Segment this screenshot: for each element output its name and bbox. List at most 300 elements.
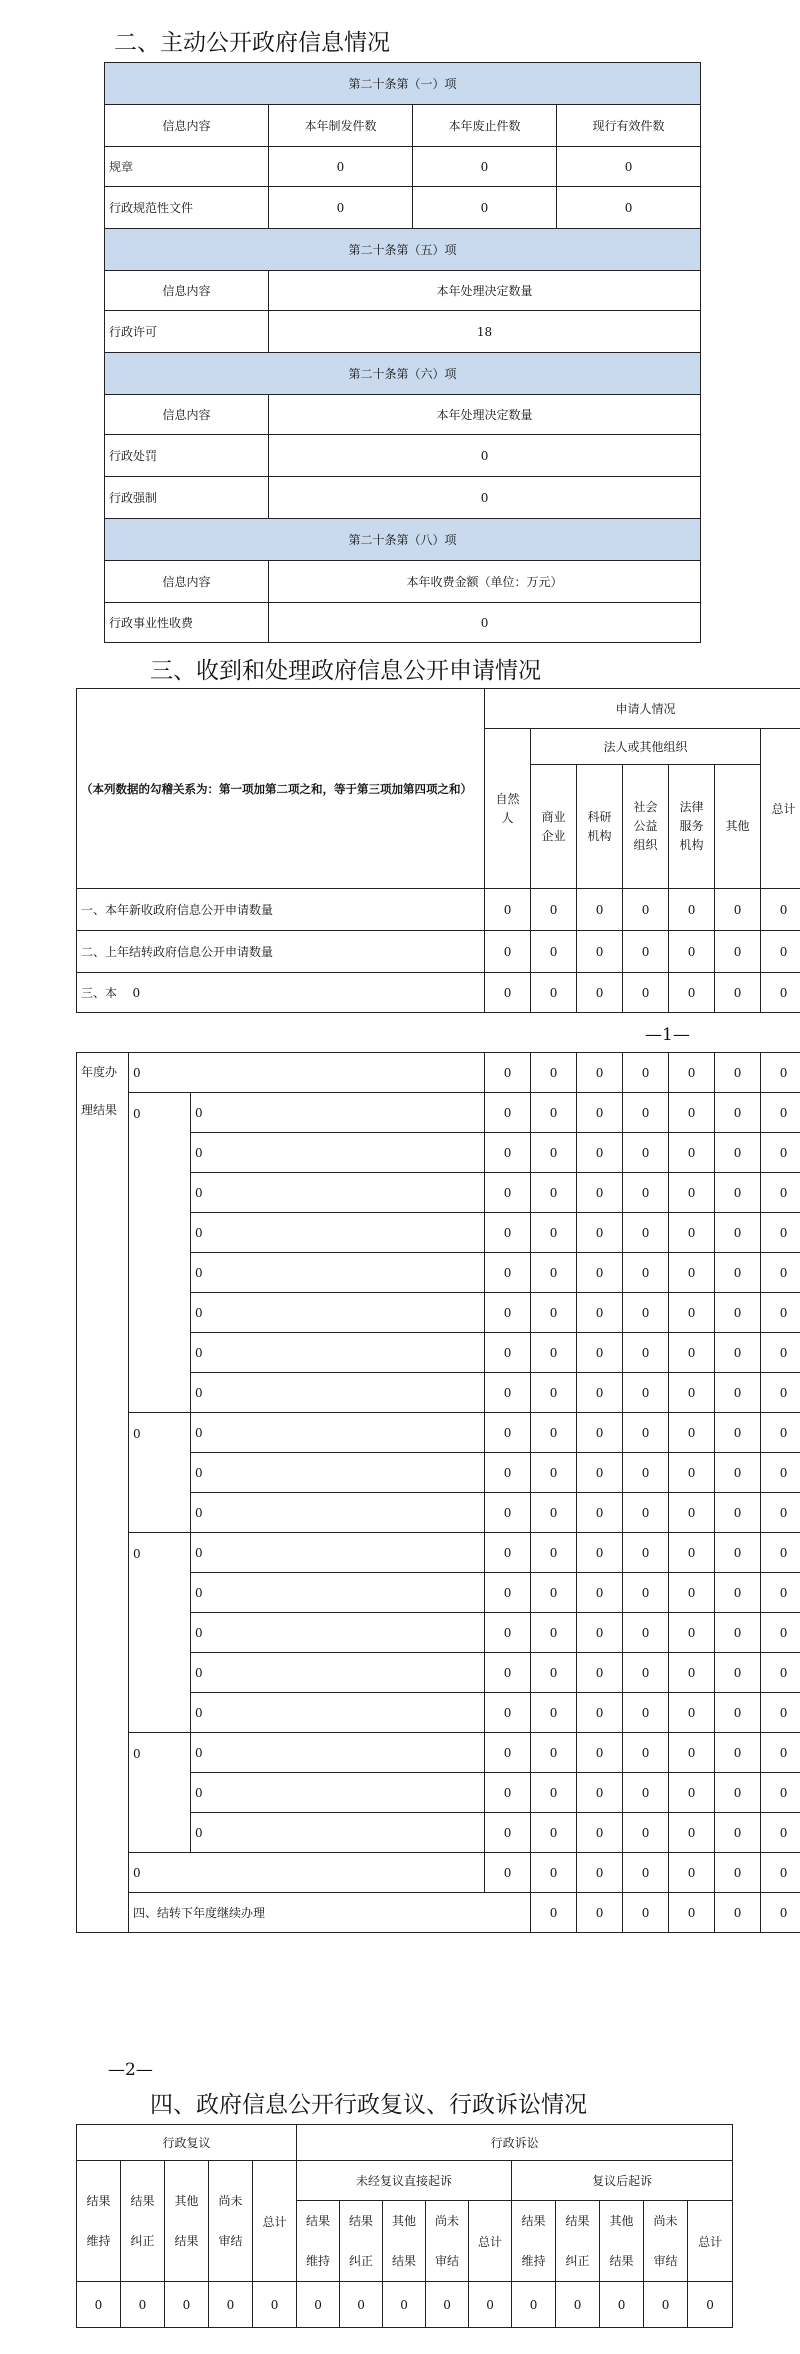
value-cell: 0 <box>531 973 577 1013</box>
table-row <box>77 889 800 931</box>
value-cell: 0 <box>761 1493 800 1533</box>
value-cell: 0 <box>669 1053 715 1093</box>
value-cell: 0 <box>669 1493 715 1533</box>
direct-suit-header: 未经复议直接起诉 <box>297 2161 512 2201</box>
value-cell: 0 <box>623 973 669 1013</box>
category-band: 第二十条第（一）项 <box>105 63 701 105</box>
value-cell: 0 <box>623 1813 669 1853</box>
value-cell: 0 <box>715 973 761 1013</box>
total-header: 总计 <box>761 729 800 889</box>
value-cell: 0 <box>297 2282 340 2328</box>
column-header: 本年制发件数 <box>269 105 413 147</box>
table-row <box>105 147 701 187</box>
value-cell: 0 <box>669 1573 715 1613</box>
value-cell: 0 <box>577 1373 623 1413</box>
value-cell: 0 <box>669 1853 715 1893</box>
value-cell: 0 <box>623 1253 669 1293</box>
value-cell: 0 <box>761 1653 800 1693</box>
value-cell: 0 <box>623 1213 669 1253</box>
table-row <box>77 931 800 973</box>
row-label: 规章 <box>105 147 269 187</box>
column-header: 本年收费金额（单位：万元） <box>269 561 701 603</box>
value-cell: 0 <box>269 603 701 643</box>
value-cell: 0 <box>644 2282 688 2328</box>
column-header: 本年处理决定数量 <box>269 395 701 435</box>
value-cell: 0 <box>623 1173 669 1213</box>
value-cell: 0 <box>623 1653 669 1693</box>
page-number-2: —2— <box>108 2060 153 2080</box>
column-header: 结果纠正 <box>121 2161 165 2282</box>
value-cell: 0 <box>623 1333 669 1373</box>
value-cell: 0 <box>485 1333 531 1373</box>
value-cell: 0 <box>623 1893 669 1933</box>
value-cell: 0 <box>669 1293 715 1333</box>
value-cell: 0 <box>577 1613 623 1653</box>
value-cell: 0 <box>577 1853 623 1893</box>
value-cell: 0 <box>715 931 761 973</box>
value-cell: 0 <box>577 1253 623 1293</box>
value-cell: 0 <box>761 973 800 1013</box>
table-row <box>77 973 800 1013</box>
table-row <box>105 519 701 561</box>
table-row <box>77 1093 800 1133</box>
value-cell: 0 <box>715 1893 761 1933</box>
sub-label: 0 <box>191 1653 485 1693</box>
value-cell: 0 <box>669 1893 715 1933</box>
value-cell: 0 <box>531 1373 577 1413</box>
value-cell: 0 <box>715 1693 761 1733</box>
value-cell: 0 <box>485 1853 531 1893</box>
column-header: 结果维持 <box>297 2201 340 2282</box>
value-cell: 0 <box>269 435 701 477</box>
value-cell: 0 <box>557 147 701 187</box>
value-cell: 0 <box>715 1773 761 1813</box>
value-cell: 0 <box>531 1773 577 1813</box>
value-cell: 0 <box>485 1653 531 1693</box>
value-cell: 0 <box>715 1613 761 1653</box>
value-cell: 0 <box>485 1693 531 1733</box>
value-cell: 0 <box>556 2282 600 2328</box>
table-row <box>77 1853 800 1893</box>
column-header: 总计 <box>253 2161 297 2282</box>
row-label: 三、本 <box>77 973 129 1013</box>
row-label: 四、结转下年度继续办理 <box>129 1893 531 1933</box>
value-cell: 0 <box>669 1133 715 1173</box>
after-review-header: 复议后起诉 <box>512 2161 733 2201</box>
sub-label: 0 <box>191 1613 485 1653</box>
column-header: 结果维持 <box>77 2161 121 2282</box>
value-cell: 0 <box>669 1253 715 1293</box>
value-cell: 0 <box>761 1613 800 1653</box>
value-cell: 0 <box>485 1293 531 1333</box>
value-cell: 0 <box>531 1053 577 1093</box>
value-cell: 0 <box>715 1813 761 1853</box>
value-cell: 0 <box>715 1653 761 1693</box>
value-cell: 0 <box>165 2282 209 2328</box>
proactive-disclosure-table <box>104 62 701 643</box>
value-cell: 0 <box>761 1533 800 1573</box>
column-header: 其他结果 <box>165 2161 209 2282</box>
value-cell: 0 <box>577 1093 623 1133</box>
table-row <box>105 229 701 271</box>
page-gap-cell <box>77 1013 800 1053</box>
column-header: 信息内容 <box>105 561 269 603</box>
value-cell: 0 <box>623 1773 669 1813</box>
value-cell: 0 <box>577 1573 623 1613</box>
column-header: 信息内容 <box>105 271 269 311</box>
value-cell: 0 <box>469 2282 512 2328</box>
value-cell: 0 <box>761 931 800 973</box>
group-label: 0 <box>129 1733 191 1853</box>
natural-person-header: 自然人 <box>485 729 531 889</box>
value-cell: 0 <box>557 187 701 229</box>
value-cell: 0 <box>577 1813 623 1853</box>
table-row <box>77 2282 733 2328</box>
value-cell: 0 <box>715 1853 761 1893</box>
value-cell: 0 <box>577 1893 623 1933</box>
value-cell: 0 <box>485 931 531 973</box>
value-cell: 0 <box>485 1733 531 1773</box>
value-cell: 0 <box>577 1053 623 1093</box>
sub-label: 0 <box>129 973 485 1013</box>
value-cell: 0 <box>383 2282 426 2328</box>
value-cell: 0 <box>761 1853 800 1893</box>
value-cell: 0 <box>623 1413 669 1453</box>
value-cell: 0 <box>761 1173 800 1213</box>
value-cell: 0 <box>531 1653 577 1693</box>
section4-title: 四、政府信息公开行政复议、行政诉讼情况 <box>150 2092 587 2118</box>
value-cell: 0 <box>715 1413 761 1453</box>
value-cell: 0 <box>761 1253 800 1293</box>
header-row <box>77 2161 733 2201</box>
value-cell: 0 <box>485 1053 531 1093</box>
value-cell: 0 <box>761 1213 800 1253</box>
org-type-header: 社会公益组织 <box>623 765 669 889</box>
header-row <box>77 2125 733 2161</box>
value-cell: 0 <box>669 1173 715 1213</box>
value-cell: 0 <box>623 1293 669 1333</box>
value-cell: 0 <box>715 1373 761 1413</box>
sub-label: 0 <box>191 1373 485 1413</box>
value-cell: 0 <box>715 1293 761 1333</box>
value-cell: 0 <box>485 1613 531 1653</box>
value-cell: 0 <box>715 1733 761 1773</box>
value-cell: 0 <box>669 1773 715 1813</box>
value-cell: 0 <box>761 1413 800 1453</box>
row-label: 行政规范性文件 <box>105 187 269 229</box>
group-label: 0 <box>129 1533 191 1733</box>
value-cell: 0 <box>669 931 715 973</box>
sub-label: 0 <box>191 1573 485 1613</box>
value-cell: 0 <box>512 2282 556 2328</box>
column-header: 尚未审结 <box>209 2161 253 2282</box>
note-cell: （本列数据的勾稽关系为：第一项加第二项之和，等于第三项加第四项之和） <box>77 689 485 889</box>
value-cell: 0 <box>715 1213 761 1253</box>
value-cell: 0 <box>669 1333 715 1373</box>
value-cell: 0 <box>577 1733 623 1773</box>
value-cell: 0 <box>623 1133 669 1173</box>
column-header: 结果纠正 <box>556 2201 600 2282</box>
legal-group-header: 法人或其他组织 <box>531 729 761 765</box>
value-cell: 0 <box>600 2282 644 2328</box>
category-band: 第二十条第（八）项 <box>105 519 701 561</box>
sub-label: 0 <box>191 1733 485 1773</box>
value-cell: 0 <box>485 1453 531 1493</box>
value-cell: 0 <box>77 2282 121 2328</box>
table-row <box>105 353 701 395</box>
value-cell: 0 <box>669 973 715 1013</box>
value-cell: 0 <box>688 2282 733 2328</box>
sub-label: 0 <box>191 1453 485 1493</box>
value-cell: 0 <box>485 1373 531 1413</box>
value-cell: 0 <box>669 889 715 931</box>
table-row <box>105 435 701 477</box>
value-cell: 0 <box>761 1293 800 1333</box>
value-cell: 0 <box>426 2282 469 2328</box>
value-cell: 0 <box>577 1493 623 1533</box>
table-row <box>105 311 701 353</box>
table-row <box>77 1893 800 1933</box>
value-cell: 0 <box>761 1733 800 1773</box>
value-cell: 0 <box>577 1213 623 1253</box>
value-cell: 0 <box>531 1893 577 1933</box>
value-cell: 0 <box>761 1053 800 1093</box>
value-cell: 0 <box>531 1493 577 1533</box>
value-cell: 0 <box>669 1813 715 1853</box>
value-cell: 0 <box>669 1693 715 1733</box>
value-cell: 0 <box>413 147 557 187</box>
value-cell: 0 <box>715 1493 761 1533</box>
value-cell: 0 <box>577 1413 623 1453</box>
value-cell: 0 <box>485 1413 531 1453</box>
value-cell: 0 <box>531 1333 577 1373</box>
column-header: 结果维持 <box>512 2201 556 2282</box>
value-cell: 0 <box>531 1733 577 1773</box>
value-cell: 0 <box>715 1453 761 1493</box>
value-cell: 0 <box>531 1853 577 1893</box>
applicant-header: 申请人情况 <box>485 689 800 729</box>
value-cell: 0 <box>715 1173 761 1213</box>
value-cell: 0 <box>715 1573 761 1613</box>
value-cell: 0 <box>623 1853 669 1893</box>
row-label: 二、上年结转政府信息公开申请数量 <box>77 931 485 973</box>
value-cell: 0 <box>669 1613 715 1653</box>
column-header: 现行有效件数 <box>557 105 701 147</box>
litigation-header: 行政诉讼 <box>297 2125 733 2161</box>
value-cell: 0 <box>623 1693 669 1733</box>
value-cell: 0 <box>531 1693 577 1733</box>
column-header: 信息内容 <box>105 105 269 147</box>
review-litigation-table <box>76 2124 733 2328</box>
value-cell: 0 <box>669 1733 715 1773</box>
column-header: 信息内容 <box>105 395 269 435</box>
column-header: 其他结果 <box>600 2201 644 2282</box>
org-type-header: 法律服务机构 <box>669 765 715 889</box>
sub-label: 0 <box>191 1533 485 1573</box>
value-cell: 0 <box>715 1333 761 1373</box>
row-label: 一、本年新收政府信息公开申请数量 <box>77 889 485 931</box>
value-cell: 0 <box>531 889 577 931</box>
value-cell: 0 <box>485 1533 531 1573</box>
value-cell: 0 <box>531 1093 577 1133</box>
review-header: 行政复议 <box>77 2125 297 2161</box>
value-cell: 0 <box>531 1213 577 1253</box>
value-cell: 0 <box>485 1773 531 1813</box>
sub-label: 0 <box>191 1413 485 1453</box>
value-cell: 0 <box>669 1413 715 1453</box>
value-cell: 0 <box>761 1133 800 1173</box>
value-cell: 0 <box>669 1533 715 1573</box>
table-row <box>105 477 701 519</box>
value-cell: 0 <box>761 1453 800 1493</box>
sub-label: 0 <box>129 1853 485 1893</box>
value-cell: 0 <box>761 1373 800 1413</box>
value-cell: 0 <box>623 1373 669 1413</box>
value-cell: 0 <box>531 1173 577 1213</box>
value-cell: 0 <box>340 2282 383 2328</box>
value-cell: 0 <box>531 1253 577 1293</box>
value-cell: 0 <box>577 1653 623 1693</box>
value-cell: 0 <box>623 1613 669 1653</box>
table-row <box>105 63 701 105</box>
value-cell: 0 <box>669 1213 715 1253</box>
value-cell: 0 <box>485 1173 531 1213</box>
value-cell: 0 <box>209 2282 253 2328</box>
value-cell: 0 <box>531 1293 577 1333</box>
value-cell: 0 <box>485 1093 531 1133</box>
sub-label: 0 <box>191 1293 485 1333</box>
value-cell: 18 <box>269 311 701 353</box>
value-cell: 0 <box>623 889 669 931</box>
group-label: 0 <box>129 1413 191 1533</box>
value-cell: 0 <box>577 889 623 931</box>
sub-label: 0 <box>191 1813 485 1853</box>
value-cell: 0 <box>531 1813 577 1853</box>
row-label: 行政处罚 <box>105 435 269 477</box>
section3-title: 三、收到和处理政府信息公开申请情况 <box>150 658 541 684</box>
table-row <box>77 1413 800 1453</box>
table-row <box>77 1053 800 1093</box>
value-cell: 0 <box>623 1053 669 1093</box>
table-row <box>105 187 701 229</box>
value-cell: 0 <box>121 2282 165 2328</box>
value-cell: 0 <box>669 1653 715 1693</box>
column-header: 本年废止件数 <box>413 105 557 147</box>
value-cell: 0 <box>485 1253 531 1293</box>
application-handling-table <box>76 688 800 1933</box>
value-cell: 0 <box>761 889 800 931</box>
column-header: 本年处理决定数量 <box>269 271 701 311</box>
table-row <box>105 271 701 311</box>
table-row <box>105 603 701 643</box>
value-cell: 0 <box>531 1413 577 1453</box>
value-cell: 0 <box>761 1333 800 1373</box>
org-type-header: 商业企业 <box>531 765 577 889</box>
value-cell: 0 <box>623 1453 669 1493</box>
value-cell: 0 <box>577 1133 623 1173</box>
value-cell: 0 <box>531 1533 577 1573</box>
sub-label: 0 <box>191 1133 485 1173</box>
value-cell: 0 <box>623 931 669 973</box>
value-cell: 0 <box>577 1693 623 1733</box>
value-cell: 0 <box>485 1813 531 1853</box>
value-cell: 0 <box>269 147 413 187</box>
column-header: 总计 <box>688 2201 733 2282</box>
table-row <box>77 1533 800 1573</box>
sub-label: 0 <box>191 1333 485 1373</box>
value-cell: 0 <box>531 1453 577 1493</box>
value-cell: 0 <box>669 1453 715 1493</box>
value-cell: 0 <box>715 1133 761 1173</box>
value-cell: 0 <box>577 1333 623 1373</box>
org-type-header: 科研机构 <box>577 765 623 889</box>
value-cell: 0 <box>623 1093 669 1133</box>
value-cell: 0 <box>485 1213 531 1253</box>
value-cell: 0 <box>577 1773 623 1813</box>
sub-label: 0 <box>129 1053 485 1093</box>
table-row <box>105 561 701 603</box>
value-cell: 0 <box>577 973 623 1013</box>
value-cell: 0 <box>531 1133 577 1173</box>
value-cell: 0 <box>485 1573 531 1613</box>
value-cell: 0 <box>577 1173 623 1213</box>
value-cell: 0 <box>761 1893 800 1933</box>
column-header: 尚未审结 <box>426 2201 469 2282</box>
value-cell: 0 <box>577 1293 623 1333</box>
value-cell: 0 <box>485 889 531 931</box>
value-cell: 0 <box>577 1533 623 1573</box>
value-cell: 0 <box>623 1493 669 1533</box>
value-cell: 0 <box>413 187 557 229</box>
value-cell: 0 <box>485 1133 531 1173</box>
value-cell: 0 <box>715 1533 761 1573</box>
value-cell: 0 <box>253 2282 297 2328</box>
sub-label: 0 <box>191 1773 485 1813</box>
sub-label: 0 <box>191 1213 485 1253</box>
value-cell: 0 <box>577 1453 623 1493</box>
value-cell: 0 <box>269 477 701 519</box>
value-cell: 0 <box>669 1093 715 1133</box>
row-label: 行政许可 <box>105 311 269 353</box>
value-cell: 0 <box>715 889 761 931</box>
value-cell: 0 <box>577 931 623 973</box>
value-cell: 0 <box>485 973 531 1013</box>
value-cell: 0 <box>485 1493 531 1533</box>
page-gap <box>77 1013 800 1053</box>
value-cell: 0 <box>761 1573 800 1613</box>
column-header: 结果纠正 <box>340 2201 383 2282</box>
section2-title: 二、主动公开政府信息情况 <box>114 30 390 56</box>
value-cell: 0 <box>531 1573 577 1613</box>
column-header: 总计 <box>469 2201 512 2282</box>
value-cell: 0 <box>715 1253 761 1293</box>
value-cell: 0 <box>761 1693 800 1733</box>
category-band: 第二十条第（五）项 <box>105 229 701 271</box>
sub-label: 0 <box>191 1093 485 1133</box>
category-band: 第二十条第（六）项 <box>105 353 701 395</box>
value-cell: 0 <box>531 1613 577 1653</box>
value-cell: 0 <box>761 1773 800 1813</box>
row-label: 行政事业性收费 <box>105 603 269 643</box>
table-row <box>105 395 701 435</box>
page-number-1: —1— <box>645 1025 690 1045</box>
table-row <box>105 105 701 147</box>
sub-label: 0 <box>191 1253 485 1293</box>
sub-label: 0 <box>191 1693 485 1733</box>
table-row <box>77 1733 800 1773</box>
sub-label: 0 <box>191 1493 485 1533</box>
value-cell: 0 <box>715 1053 761 1093</box>
